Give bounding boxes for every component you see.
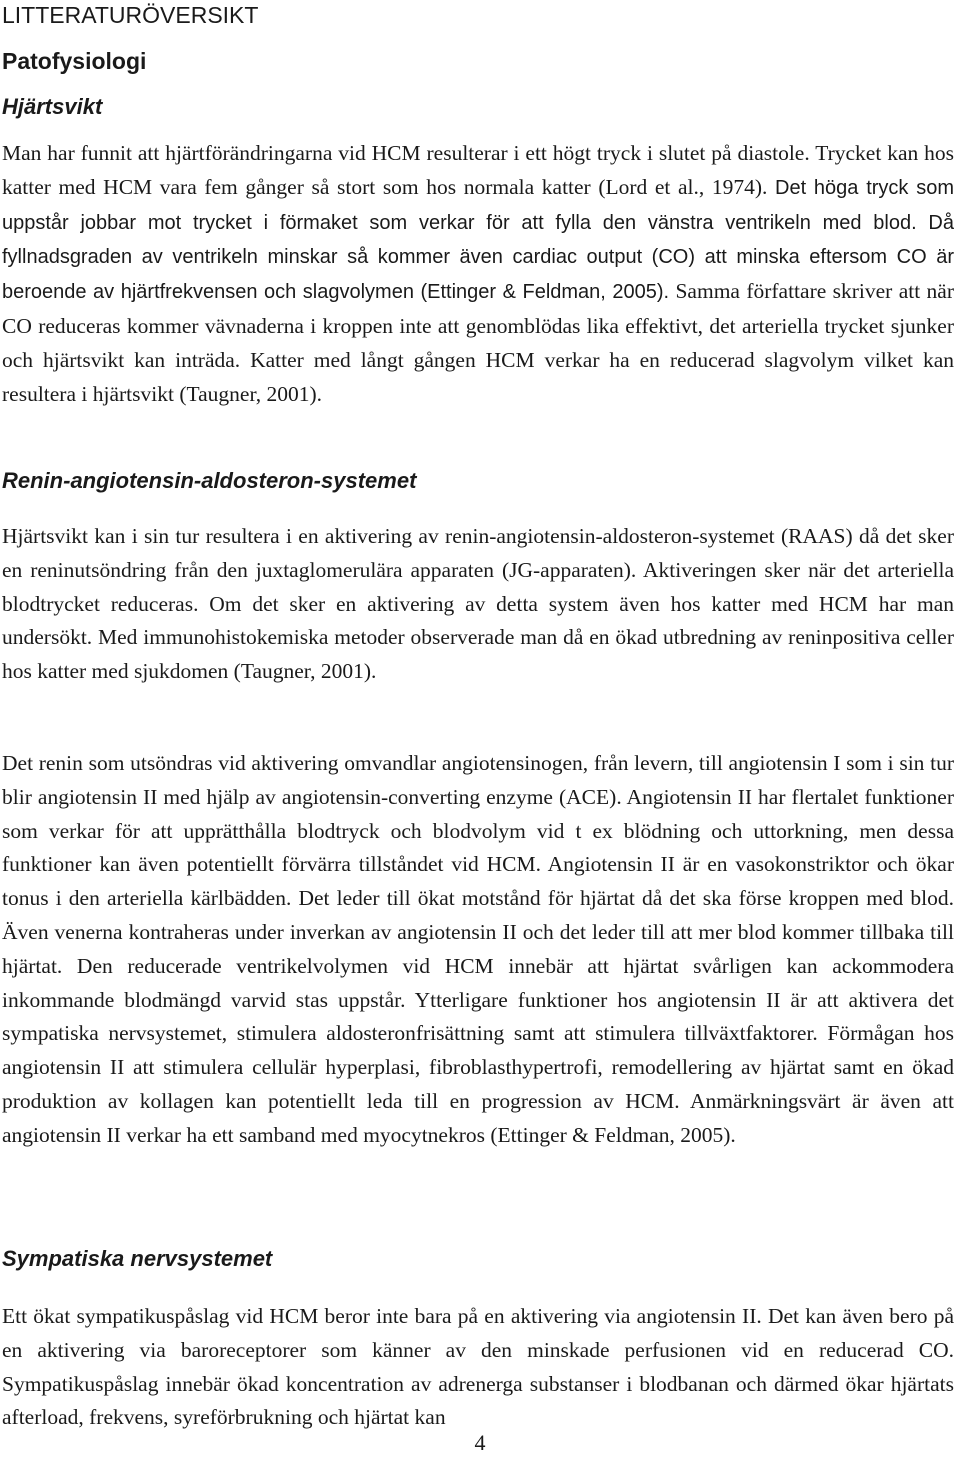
paragraph-raas: Hjärtsvikt kan i sin tur resultera i en aktivering av renin-angiotensin-aldosteron-systemet (RAAS) då det sker en reninutsöndring från den juxtaglomerulära apparaten (JG-apparaten). Aktiveringen sker när det arteriella blodtrycket reduceras. Om det sker en aktivering av detta system även hos katter med HCM har man undersökt. Med immunohistokemiska metoder observerade man då en ökad utbredning av reninpositiva celler hos katter med sjukdomen (Taugner, 2001). [2,524,954,684]
paragraph-text: Man har funnit att hjärtförändringarna vid HCM resulterar i ett högt tryck i slutet på diastole. Trycket kan hos katter med HCM vara fem gånger så stort som hos normala katter (Lord et al., 1974). [2,141,954,199]
heading-hjartsvikt: Hjärtsvikt [2,94,103,119]
heading-sympatiska: Sympatiska nervsystemet [2,1246,273,1271]
paragraph-text: Det höga tryck som uppstår jobbar mot trycket i förmaket som verkar för att fylla den vänstra ventrikeln med blod. Då fyllnadsgraden av ventrikeln minskar så kommer även cardiac output (CO) att minska eftersom CO är beroende av hjärtfrekvensen och slagvolymen (Ettinger & Feldman, 2005). [2,176,954,304]
page-number: 4 [474,1430,486,1455]
heading-raas: Renin-angiotensin-aldosteron-systemet [2,468,417,493]
subsection-title: Patofysiologi [2,48,147,74]
paragraph-angiotensin: Det renin som utsöndras vid aktivering omvandlar angiotensinogen, från levern, till angiotensin I som i sin tur blir angiotensin II med hjälp av angiotensin-converting enzyme (ACE). Angiotensin II har flertalet funktioner som verkar för att upprätthålla blodtryck och blodvolym vid t ex blödning och uttorkning, men dessa funktioner kan även potentiellt förvärra tillståndet vid HCM. Angiotensin II är en vasokonstriktor och ökar tonus i den arteriella kärlbädden. Det leder till ökat motstånd för hjärtat då det ska förse kroppen med blod. Även venerna kontraheras under inverkan av angiotensin II och det leder till att mer blod kommer tillbaka till hjärtat. Den reducerade ventrikelvolymen vid HCM innebär att hjärtat svårligen kan ackommodera inkommande blodmängd varvid stas uppstår. Ytterligare funktioner hos angiotensin II är att aktivera det sympatiska nervsystemet, stimulera aldosteronfrisättning samt att stimulera tillväxtfaktorer. Förmågan hos angiotensin II att stimulera cellulär hyperplasi, fibroblasthypertrofi, remodellering av hjärtat samt en ökad produktion av kollagen kan potentiellt leda till en progression av HCM. Anmärkningsvärt är även att angiotensin II verkar ha ett samband med myocytnekros (Ettinger & Feldman, 2005). [2,751,954,1147]
paragraph-text: Samma författare skriver att när CO reduceras kommer vävnaderna i kroppen inte att genomblödas lika effektivt, det arteriella trycket sjunker och hjärtsvikt kan inträda. Katter med långt gången HCM verkar ha en reducerad slagvolym vilket kan resultera i hjärtsvikt (Taugner, 2001). [2,279,954,406]
paragraph-sympatiska: Ett ökat sympatikuspåslag vid HCM beror inte bara på en aktivering via angiotensin II. Det kan även bero på en aktivering via baroreceptorer som känner av den minskade perfusionen vid en reducerad CO. Sympatikuspåslag innebär ökad koncentration av adrenerga substanser i blodbanan och därmed ökar hjärtats afterload, frekvens, syreförbrukning och hjärtat kan [2,1304,954,1430]
section-title: LITTERATURÖVERSIKT [2,2,259,28]
paragraph-hjartsvikt [2,137,954,411]
